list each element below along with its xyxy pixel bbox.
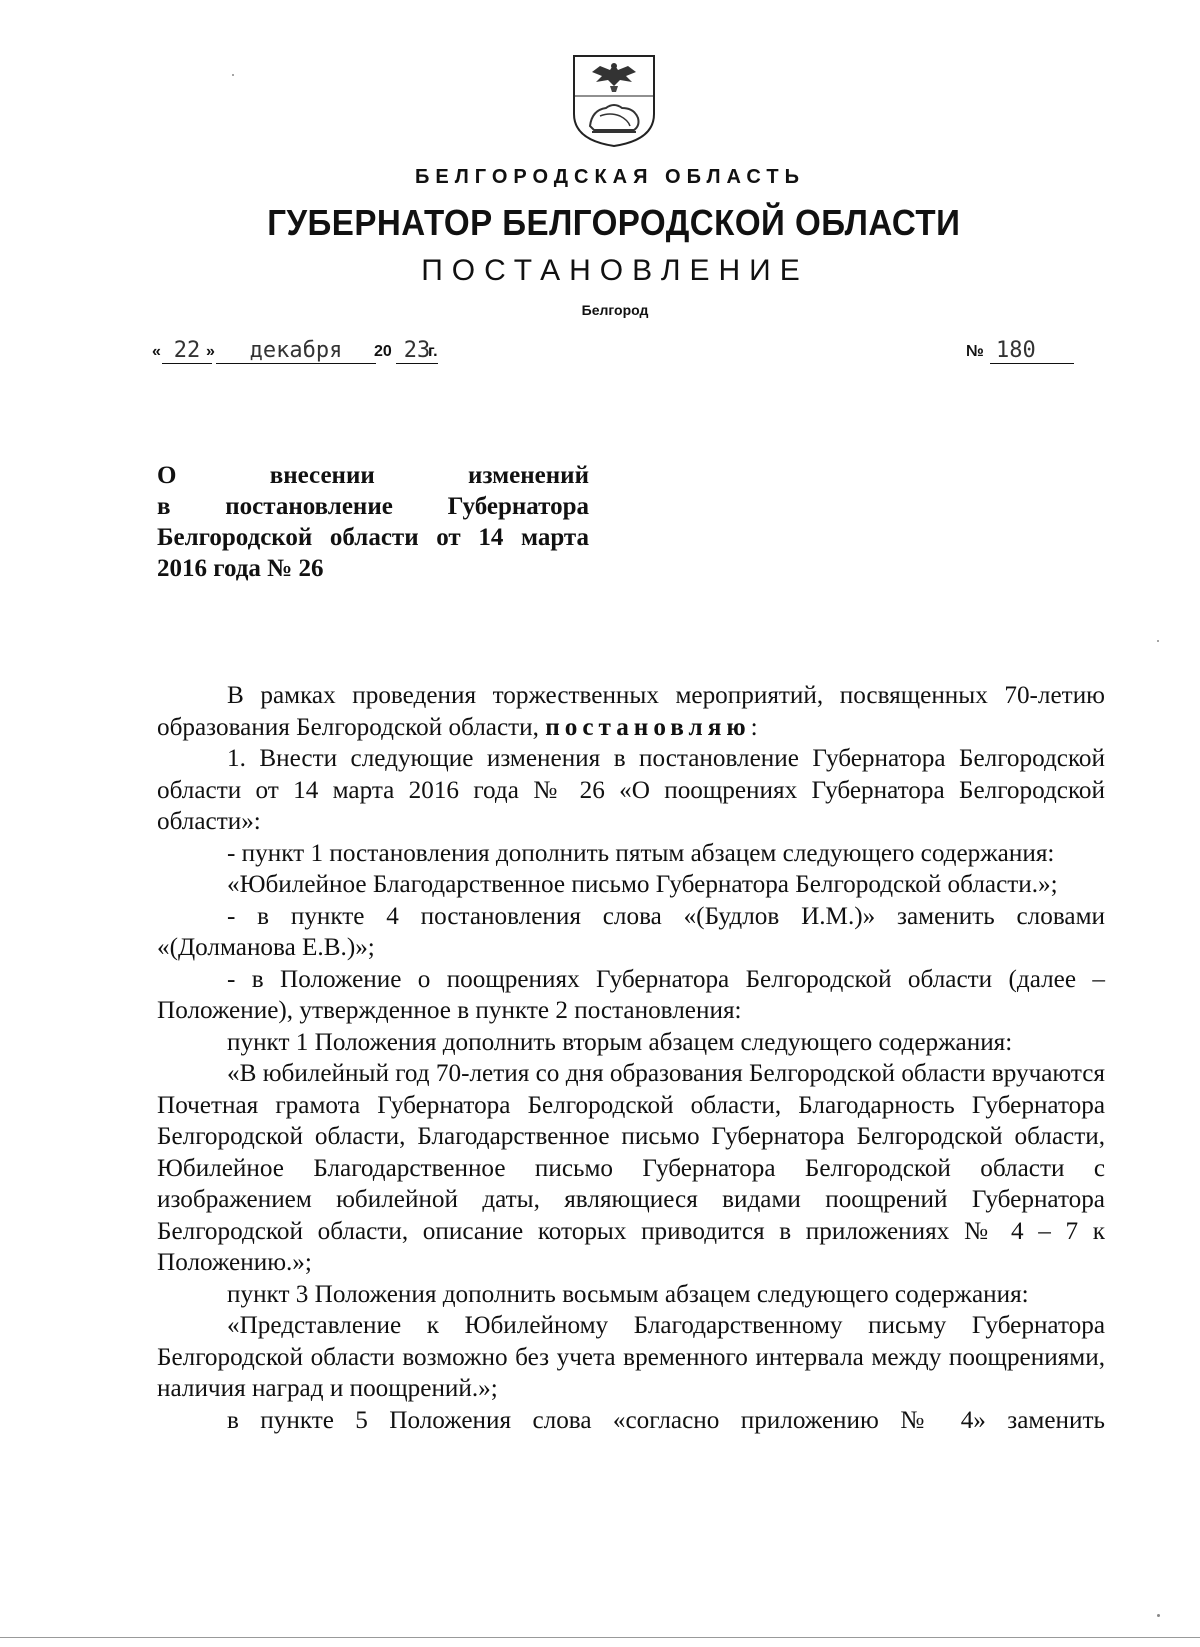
- title-line: 2016 года № 26: [157, 555, 324, 582]
- city-name: Белгород: [581, 302, 649, 318]
- date-open-quote: «: [152, 343, 161, 360]
- coat-of-arms-icon: [570, 52, 658, 148]
- date-month-field: [216, 338, 376, 364]
- body-paragraph: «Юбилейное Благодарственное письмо Губернатора Белгородской области.»;: [227, 871, 1058, 898]
- body-paragraph: пункт 1 Положения дополнить вторым абзацем следующего содержания:: [227, 1028, 1013, 1056]
- body-paragraph: 1. Внести следующие изменения в постановление Губернатора Белгородской области от 14 марта 2016 года № 26 «О поощрениях Губернатора Белгородской области»:: [157, 745, 1105, 835]
- scan-speck: [232, 74, 234, 76]
- body-paragraph: пункт 3 Положения дополнить восьмым абзацем следующего содержания:: [227, 1280, 1029, 1308]
- date-century: 20: [374, 343, 392, 360]
- body-paragraph: «Представление к Юбилейному Благодарственному письму Губернатора Белгородской области возможно без учета временного интервала между поощрениями, наличия наград и поощрений.»;: [157, 1312, 1105, 1402]
- body-paragraph: - в пункте 4 постановления слова «(Будлов И.М.)» заменить словами «(Долманова Е.В.)»;: [157, 902, 1105, 961]
- body-paragraph: «В юбилейный год 70-летия со дня образования Белгородской области вручаются Почетная грамота Губернатора Белгородской области, Благодарность Губернатора Белгородской области, Благодарственное письмо Губернатора Белгородской области, Юбилейное Благодарственное письмо Губернатора Белгородской области с изображением юбилейной даты, являющиеся видами поощрений Губернатора Белгородской области, описание которых приводится в приложениях № 4 – 7 к Положению.»;: [157, 1060, 1105, 1276]
- title-line: в постановление Губернатора: [157, 493, 589, 520]
- date-year-suffix: г.: [428, 343, 438, 360]
- scan-edge-line: [0, 1637, 1200, 1638]
- date-year: 23: [403, 338, 431, 363]
- number-value: 180: [996, 338, 1036, 363]
- date-day-field: [162, 338, 212, 364]
- number-field: [990, 338, 1074, 364]
- number-label: №: [966, 343, 984, 360]
- body-paragraph: [157, 680, 1105, 743]
- date-close-quote: »: [206, 343, 215, 360]
- title-line: Белгородской области от 14 марта: [157, 524, 589, 551]
- document-type: ПОСТАНОВЛЕНИЕ: [421, 254, 809, 287]
- date-day: 22: [173, 338, 201, 363]
- body-paragraph: - пункт 1 постановления дополнить пятым абзацем следующего содержания:: [227, 839, 1055, 867]
- authority-title: ГУБЕРНАТОР БЕЛГОРОДСКОЙ ОБЛАСТИ: [267, 202, 961, 243]
- preamble-text: В рамках проведения торжественных мероприятий, посвященных 70-летию образования Белгородской области,: [157, 682, 1105, 741]
- scan-speck: [1157, 1614, 1160, 1617]
- preamble-colon: :: [750, 713, 758, 741]
- document-body: [157, 680, 1105, 1436]
- title-line: О внесении изменений: [157, 462, 589, 489]
- body-paragraph: - в Положение о поощрениях Губернатора Белгородской области (далее – Положение), утвержденное в пункте 2 постановления:: [157, 965, 1105, 1024]
- document-title: [157, 460, 589, 584]
- decision-word: постановляю: [545, 713, 751, 741]
- document-number: [966, 330, 1076, 364]
- body-paragraph: в пункте 5 Положения слова «согласно приложению № 4» заменить: [227, 1406, 1105, 1434]
- region-name: БЕЛГОРОДСКАЯ ОБЛАСТЬ: [415, 166, 805, 188]
- scan-speck: [1157, 640, 1159, 642]
- date-month: декабря: [249, 338, 343, 363]
